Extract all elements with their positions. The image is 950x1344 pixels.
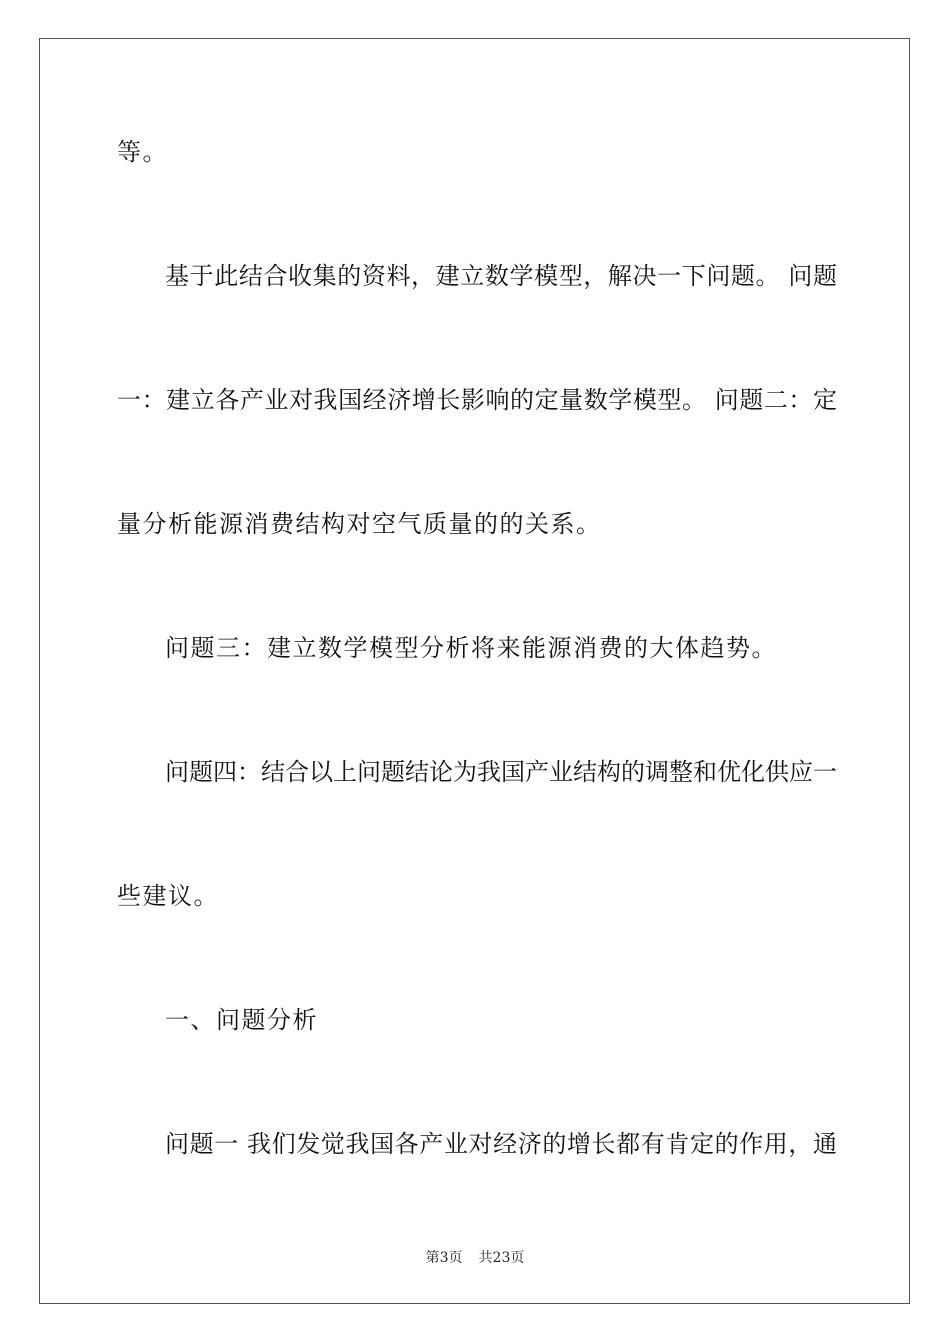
text-line: 等。 <box>117 138 168 166</box>
text-line: 量分析能源消费结构对空气质量的的关系。 <box>117 510 602 538</box>
text-line: 问题三：建立数学模型分析将来能源消费的大体趋势。 <box>165 634 777 662</box>
text-line: 一：建立各产业对我国经济增长影响的定量数学模型。 问题二：定 <box>117 386 837 414</box>
page-footer <box>0 1249 950 1267</box>
page-number: 第3页 <box>425 1250 463 1266</box>
page-border <box>39 38 910 1304</box>
text-line: 问题一 我们发觉我国各产业对经济的增长都有肯定的作用，通 <box>165 1130 837 1158</box>
text-line: 基于此结合收集的资料，建立数学模型，解决一下问题。 问题 <box>165 262 837 290</box>
text-line: 些建议。 <box>117 882 219 910</box>
page-total: 共23页 <box>478 1250 525 1266</box>
section-heading: 一、问题分析 <box>165 1006 318 1034</box>
text-line: 问题四：结合以上问题结论为我国产业结构的调整和优化供应一 <box>165 758 837 786</box>
